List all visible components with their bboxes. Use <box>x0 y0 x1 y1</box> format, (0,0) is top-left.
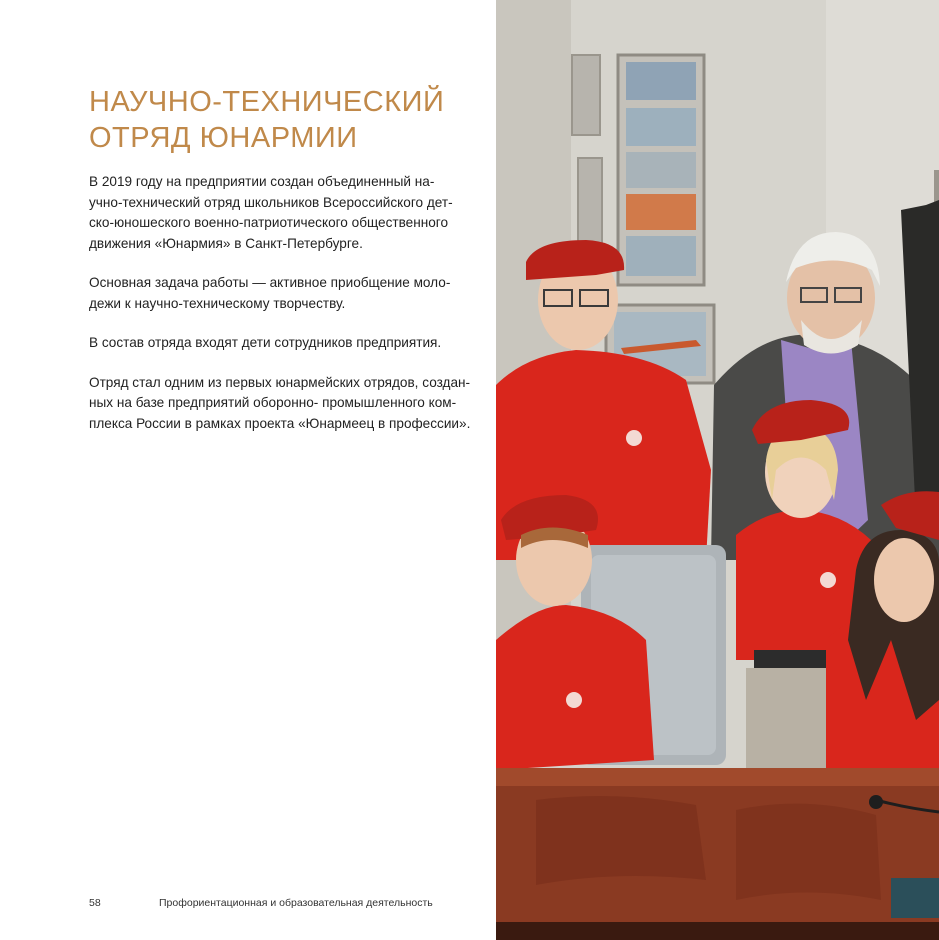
paragraph <box>89 172 481 254</box>
page-heading <box>89 84 444 156</box>
text-line: В состав отряда входят дети сотрудников предприятия. <box>89 335 442 350</box>
body-text <box>89 172 481 453</box>
text-line: ско-юношеского военно-патриотического общественного <box>89 215 449 230</box>
paragraph <box>89 273 481 314</box>
table <box>496 768 939 940</box>
group-photo <box>496 0 939 940</box>
heading-line: НАУЧНО-ТЕХНИЧЕСКИЙ <box>89 86 445 118</box>
heading-line: ОТРЯД ЮНАРМИИ <box>89 122 358 154</box>
page-number: 58 <box>89 897 101 909</box>
text-line: ных на базе предприятий оборонно- промышленного ком- <box>89 395 457 410</box>
text-line: учно-технический отряд школьников Всероссийского дет- <box>89 194 453 210</box>
group-photo-illustration <box>496 0 939 940</box>
paragraph <box>89 333 481 354</box>
text-line: движения «Юнармия» в Санкт-Петербурге. <box>89 235 363 251</box>
text-line: Основная задача работы — активное приобщение моло- <box>89 275 451 290</box>
section-name: Профориентационная и образовательная деятельность <box>159 897 433 909</box>
text-line: дежи к научно-техническому творчеству. <box>89 295 346 311</box>
text-line: плекса России в рамках проекта «Юнармеец в профессии». <box>89 415 471 431</box>
text-line: Отряд стал одним из первых юнармейских отрядов, создан- <box>89 374 471 390</box>
paragraph <box>89 373 481 435</box>
text-line: В 2019 году на предприятии создан объединенный на- <box>89 174 435 189</box>
